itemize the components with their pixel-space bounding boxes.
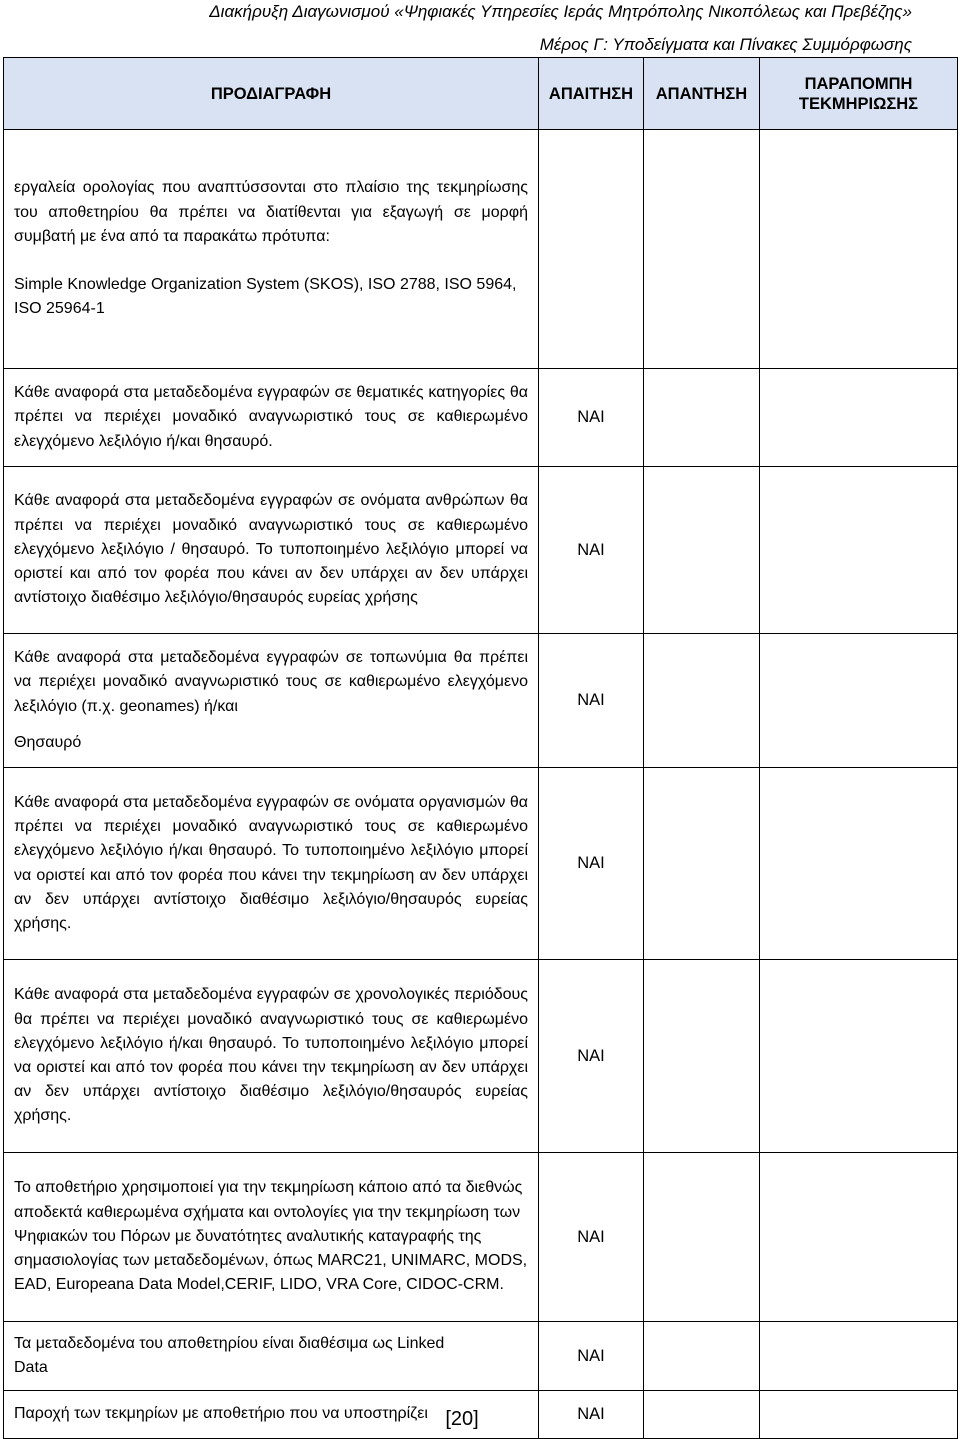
reference-cell [760,960,958,1153]
page-number: [20] [445,1408,479,1430]
col-header-reference: ΠΑΡΑΠΟΜΠΗ ΤΕΚΜΗΡΙΩΣΗΣ [760,58,958,130]
spec-cell [4,634,539,768]
spec-cell [4,1153,539,1322]
spec-cell [4,130,539,369]
requirement-cell: ΝΑΙ [539,1153,644,1322]
spec-cell [4,1322,539,1391]
spec-text: Κάθε αναφορά στα μεταδεδομένα εγγραφών σε ονόματα οργανισμών θα πρέπει να περιέχει μοναδικό αναγνωριστικό τους σε καθιερωμένο ελεγχόμενο λεξιλόγιο ή/και θησαυρό. Το τυποποιημένο λεξιλόγιο μπορεί να οριστεί και από τον φορέα που κάνει την τεκμηρίωση αν δεν υπάρχει αν δεν υπάρχει αντίστοιχο διαθέσιμο λεξιλόγιο/θησαυρός ευρείας χρήσης. [14,793,528,932]
requirement-cell: ΝΑΙ [539,369,644,467]
requirement-cell: ΝΑΙ [539,768,644,960]
spec-text: Κάθε αναφορά στα μεταδεδομένα εγγραφών σε τοπωνύμια θα πρέπει να περιέχει μοναδικό αναγνωριστικό τους σε καθιερωμένο ελεγχόμενο λεξιλόγιο (π.χ. geonames) ή/και [14,649,528,715]
reference-cell [760,1153,958,1322]
requirement-cell: ΝΑΙ [539,634,644,768]
spec-text-extra: Θησαυρό [14,733,82,751]
requirement-cell: ΝΑΙ [539,1391,644,1439]
compliance-table [3,57,958,1439]
col-header-spec: ΠΡΟΔΙΑΓΡΑΦΗ [4,58,539,130]
table-row [4,369,958,467]
spec-cell [4,467,539,634]
requirement-cell [539,130,644,369]
spec-text: Κάθε αναφορά στα μεταδεδομένα εγγραφών σε θεματικές κατηγορίες θα πρέπει να περιέχει μοναδικό αναγνωριστικό τους σε καθιερωμένο ελεγχόμενο λεξιλόγιο ή/και θησαυρό. [14,384,528,450]
table-row [4,130,958,369]
spec-cell [4,768,539,960]
table-row [4,634,958,768]
spec-text: Το αποθετήριο χρησιμοποιεί για την τεκμηρίωση κάποιο από τα διεθνώς αποδεκτά καθιερωμένα σχήματα και οντολογίες για την τεκμηρίωση των Ψηφιακών του Πόρων με δυνατότητες αναλυτικής καταγραφής της σημασιολογίας των μεταδεδομένων, όπως MARC21, UNIMARC, MODS, EAD, Europeana Data Model,CERIF, LIDO, VRA Core, CIDOC-CRM. [14,1179,528,1294]
spec-text: Κάθε αναφορά στα μεταδεδομένα εγγραφών σε ονόματα ανθρώπων θα πρέπει να περιέχει μοναδικό αναγνωριστικό τους σε καθιερωμένο ελεγχόμενο λεξιλόγιο / θησαυρό. Το τυποποιημένο λεξιλόγιο μπορεί να οριστεί και από τον φορέα που κάνει αν δεν υπάρχει αν δεν υπάρχει αντίστοιχο διαθέσιμο λεξιλόγιο/θησαυρός ευρείας χρήσης [14,492,528,607]
requirement-cell: ΝΑΙ [539,467,644,634]
spec-text-extra: Simple Knowledge Organization System (SKOS), ISO 2788, ISO 5964, ISO 25964-1 [14,276,517,318]
table-row [4,768,958,960]
answer-cell [644,768,760,960]
col-header-answer: ΑΠΑΝΤΗΣΗ [644,58,760,130]
answer-cell [644,1322,760,1391]
reference-cell [760,467,958,634]
document-header-part: Μέρος Γ: Υποδείγματα και Πίνακες Συμμόρφωσης [539,35,912,54]
spec-text: Παροχή των τεκμηρίων με αποθετήριο που να υποστηρίζει [14,1405,428,1423]
spec-cell [4,960,539,1153]
spec-text: Τα μεταδεδομένα του αποθετηρίου είναι διαθέσιμα ως Linked Data [14,1334,445,1376]
answer-cell [644,467,760,634]
reference-cell [760,634,958,768]
table-header-row [4,58,958,130]
answer-cell [644,960,760,1153]
reference-cell [760,768,958,960]
reference-cell [760,1322,958,1391]
spec-text: εργαλεία ορολογίας που αναπτύσσονται στο πλαίσιο της τεκμηρίωσης του αποθετηρίου θα πρέπει να διατίθενται για εξαγωγή σε μορφή συμβατή με ένα από τα παρακάτω πρότυπα: [14,179,528,245]
reference-cell [760,369,958,467]
table-row [4,467,958,634]
col-header-requirement: ΑΠΑΙΤΗΣΗ [539,58,644,130]
table-row [4,960,958,1153]
answer-cell [644,130,760,369]
requirement-cell: ΝΑΙ [539,1322,644,1391]
answer-cell [644,1153,760,1322]
answer-cell [644,369,760,467]
answer-cell [644,634,760,768]
reference-cell [760,130,958,369]
document-header-title: Διακήρυξη Διαγωνισμού «Ψηφιακές Υπηρεσίες Ιεράς Μητρόπολης Νικοπόλεως και Πρεβέζης» [209,2,912,21]
requirement-cell: ΝΑΙ [539,960,644,1153]
table-row [4,1322,958,1391]
spec-text: Κάθε αναφορά στα μεταδεδομένα εγγραφών σε χρονολογικές περιόδους θα πρέπει να περιέχει μοναδικό αναγνωριστικό τους σε καθιερωμένο ελεγχόμενο λεξιλόγιο ή/και θησαυρό. Το τυποποιημένο λεξιλόγιο μπορεί να οριστεί και από τον φορέα που κάνει την τεκμηρίωση αν δεν υπάρχει αν δεν υπάρχει αντίστοιχο διαθέσιμο λεξιλόγιο/θησαυρός ευρείας χρήσης. [14,986,528,1125]
spec-cell [4,369,539,467]
table-row [4,1153,958,1322]
